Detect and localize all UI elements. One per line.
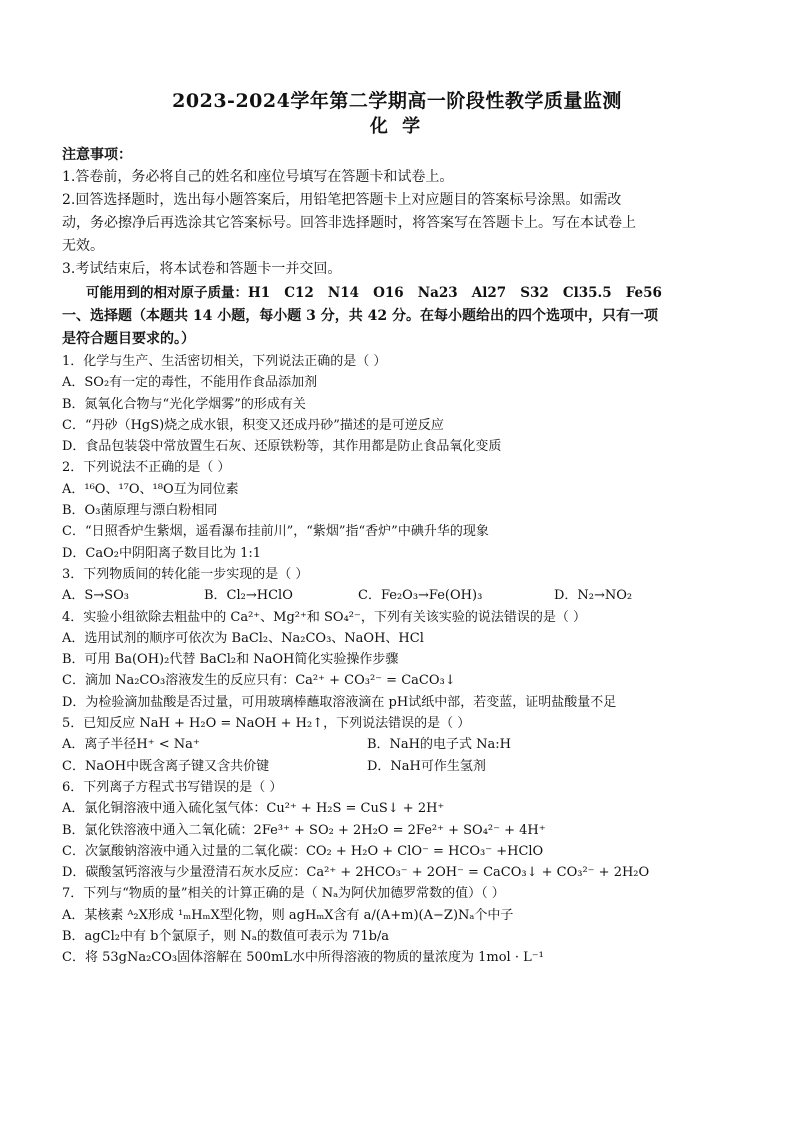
notice-line: 1.答卷前，务必将自己的姓名和座位号填写在答题卡和试卷上。 (62, 169, 454, 185)
option-7b: B．agCl₂中有 b个氯原子，则 Nₐ的数值可表示为 71b/a (62, 929, 390, 945)
question-stem-5: 5．已知反应 NaH + H₂O = NaOH + H₂↑，下列说法错误的是（ ） (62, 716, 471, 732)
question-stem-1: 1．化学与生产、生活密切相关，下列说法正确的是（ ） (62, 354, 387, 369)
option-6a: A．氯化铜溶液中通入硫化氢气体：Cu²⁺ + H₂S = CuS↓ + 2H⁺ (62, 801, 445, 817)
option-5d: D．NaH可作生氢剂 (367, 758, 486, 774)
section-heading-cont: 是符合题目要求的。） (62, 331, 195, 347)
option-4d: D．为检验滴加盐酸是否过量，可用玻璃棒蘸取溶液滴在 pH试纸中部，若变蓝，证明盐酸量不足 (62, 694, 617, 710)
notice-line: 无效。 (62, 238, 104, 254)
notice-line: 动，务必擦净后再选涂其它答案标号。回答非选择题时，将答案写在答题卡上。写在本试卷上 (62, 215, 636, 231)
exam-subject: 化 学 (369, 116, 425, 137)
option-4a: A．选用试剂的顺序可依次为 BaCl₂、Na₂CO₃、NaOH、HCl (62, 630, 424, 646)
option-4c: C．滴加 Na₂CO₃溶液发生的反应只有：Ca²⁺ + CO₃²⁻ = CaCO₃↓ (62, 673, 456, 689)
option-3a: A．S→SO₃ (62, 588, 129, 604)
notice-line: 3.考试结束后，将本试卷和答题卡一并交回。 (62, 261, 342, 277)
exam-title: 2023-2024学年第二学期高一阶段性教学质量监测 (172, 90, 622, 112)
notice-heading: 注意事项： (62, 147, 132, 163)
atomic-masses: 可能用到的相对原子质量：H1 C12 N14 O16 Na23 Al27 S32 Cl35.5 Fe56 (86, 285, 662, 301)
option-2b: B．O₃菌原理与漂白粉相同 (62, 503, 218, 519)
section-heading: 一、选择题（本题共 14 小题，每小题 3 分，共 42 分。在每小题给出的四个选项中，只有一项 (62, 308, 658, 324)
question-stem-2: 2．下列说法不正确的是（ ） (62, 460, 231, 476)
option-3c: C．Fe₂O₃→Fe(OH)₃ (358, 588, 483, 604)
option-3d: D．N₂→NO₂ (554, 588, 633, 604)
notice-line: 2.回答选择题时，选出每小题答案后，用铅笔把答题卡上对应题目的答案标号涂黑。如需改 (62, 192, 622, 208)
option-6c: C．次氯酸钠溶液中通入过量的二氧化碳：CO₂ + H₂O + ClO⁻ = HCO₃⁻ +HClO (62, 843, 544, 859)
option-2d: D．CaO₂中阴阳离子数目比为 1:1 (62, 545, 262, 561)
question-stem-4: 4．实验小组欲除去粗盐中的 Ca²⁺、Mg²⁺和 SO₄²⁻，下列有关该实验的说法错误的是（ ） (62, 609, 586, 625)
exam-page (62, 88, 732, 969)
option-row-5cd (62, 756, 732, 777)
option-7a: A．某核素 ᴬ₂X形成 ¹ₘHₘX型化物，则 agHₘX含有 a/(A+m)(A−Z)Nₐ个中子 (62, 907, 514, 923)
option-6b: B．氯化铁溶液中通入二氧化硫：2Fe³⁺ + SO₂ + 2H₂O = 2Fe²⁺ + SO₄²⁻ + 4H⁺ (62, 822, 546, 838)
question-stem-7: 7．下列与“物质的量”相关的计算正确的是（ Nₐ为阿伏加德罗常数的值）（ ） (62, 886, 505, 902)
option-2c: C．“日照香炉生紫烟，遥看瀑布挂前川”，“紫烟”指“香炉”中碘升华的现象 (62, 524, 489, 540)
option-1b: B．氮氧化合物与“光化学烟雾”的形成有关 (62, 396, 306, 412)
option-5c: C．NaOH中既含离子键又含共价键 (62, 758, 270, 774)
option-7c: C．将 53gNa₂CO₃固体溶解在 500mL水中所得溶液的物质的量浓度为 1mol · L⁻¹ (62, 950, 544, 966)
question-stem-3: 3．下列物质间的转化能一步实现的是（ ） (62, 566, 309, 582)
option-3b: B．Cl₂→HClO (204, 588, 293, 604)
option-4b: B．可用 Ba(OH)₂代替 BaCl₂和 NaOH简化实验操作步骤 (62, 652, 399, 668)
option-2a: A．¹⁶O、¹⁷O、¹⁸O互为同位素 (62, 481, 239, 497)
option-6d: D．碳酸氢钙溶液与少量澄清石灰水反应：Ca²⁺ + 2HCO₃⁻ + 2OH⁻ = CaCO₃↓ + CO₃²⁻ + 2H₂O (62, 865, 650, 881)
option-1c: C．“丹砂（HgS)烧之成水银，积变又还成丹砂”描述的是可逆反应 (62, 417, 444, 433)
option-row-3 (62, 585, 732, 606)
option-row-5ab (62, 734, 732, 755)
option-1d: D．食品包装袋中常放置生石灰、还原铁粉等，其作用都是防止食品氧化变质 (62, 439, 502, 455)
question-stem-6: 6．下列离子方程式书写错误的是（ ） (62, 779, 283, 795)
option-5a: A．离子半径H⁺ < Na⁺ (62, 737, 200, 753)
option-1a: A．SO₂有一定的毒性，不能用作食品添加剂 (62, 375, 318, 391)
option-5b: B．NaH的电子式 Na:H (367, 737, 511, 753)
